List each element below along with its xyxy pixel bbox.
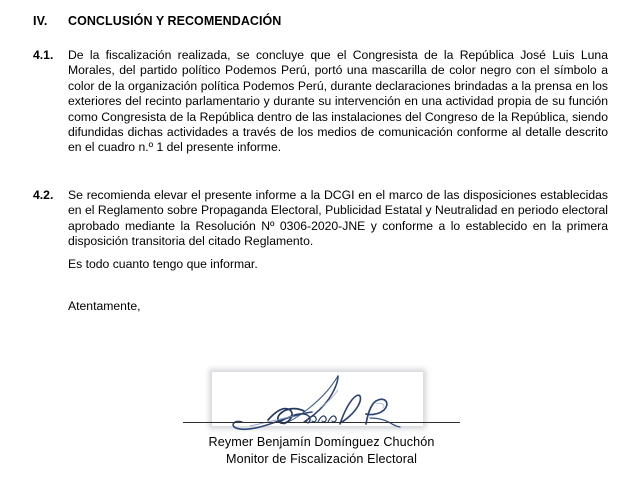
signature-image [212, 372, 423, 426]
paragraph-4-1 [33, 48, 608, 156]
paragraph-4-2 [33, 188, 608, 250]
paragraph-4-2-text: Se recomienda elevar el presente informe a la DCGI en el marco de las disposiciones establecidas en el Reglamento sobre Propaganda Electoral, Publicidad Estatal y Neutralidad en periodo electoral aprobado mediante la Resolución Nº 0306-2020-JNE y conforme a lo establecido en la primera disposición transitoria del citado Reglamento. [68, 188, 608, 249]
section-number: IV. [33, 14, 48, 28]
signature-block [183, 362, 463, 487]
salutation: Atentamente, [68, 299, 141, 313]
paragraph-4-1-text: De la fiscalización realizada, se concluye que el Congresista de la República José Luis Luna Morales, del partido político Podemos Perú, portó una mascarilla de color negro con el símbolo a color de la organización política Podemos Perú, durante declaraciones brindadas a la prensa en los exteriores del recinto parlamentario y durante su intervención en una actividad propia de su función como Congresista de la República dentro de las instalaciones del Congreso de la República, siendo difundidas dichas actividades a través de los medios de comunicación conforme al detalle descrito en el cuadro n.º 1 del presente informe. [68, 48, 608, 155]
signatory-name: Reymer Benjamín Domínguez Chuchón [208, 435, 435, 449]
section-title: CONCLUSIÓN Y RECOMENDACIÓN [68, 14, 282, 28]
section-heading [33, 14, 608, 29]
closing-line: Es todo cuanto tengo que informar. [68, 257, 258, 271]
paragraph-4-2-number: 4.2. [33, 188, 54, 202]
signatory-role: Monitor de Fiscalización Electoral [226, 452, 417, 466]
paragraph-4-1-number: 4.1. [33, 48, 54, 62]
signature-rule [183, 422, 460, 423]
